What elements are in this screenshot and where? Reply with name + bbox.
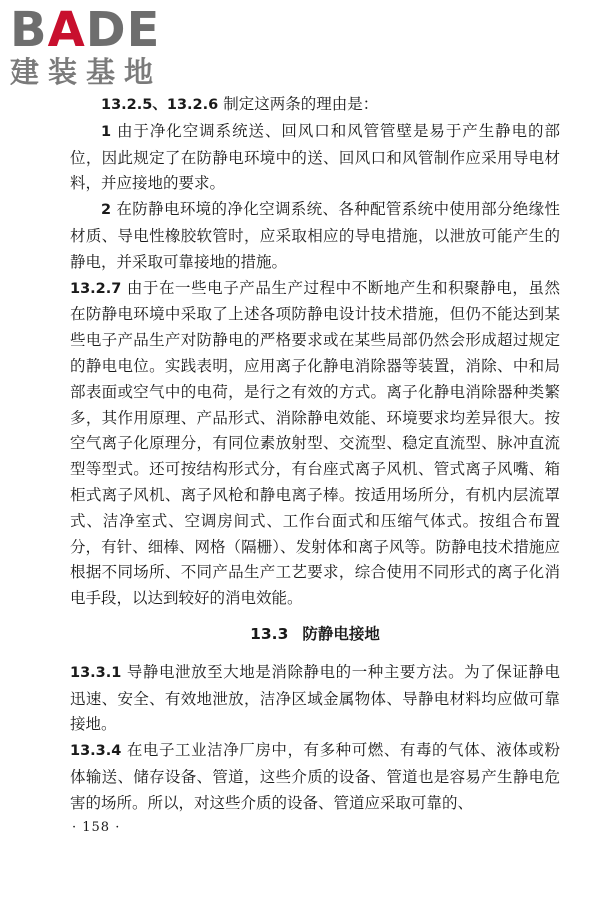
paragraph-13-3-4 [70,738,560,816]
document-body [70,92,560,817]
bade-logo [10,4,180,90]
section-number: 13.3 [250,624,289,643]
paragraph-text: 由于净化空调系统送、回风口和风管管壁是易于产生静电的部位，因此规定了在防静电环境中的送、回风口和风管制作应采用导电材料，并应接地的要求。 [70,121,560,193]
paragraph-13-2-7 [70,276,560,612]
paragraph-13-2-5 [70,92,560,119]
list-item-1 [70,119,560,197]
section-heading [70,622,560,648]
item-number: 1 [101,123,112,140]
logo-wordmark [10,4,160,56]
logo-letters-2: DE [85,2,161,58]
logo-letters-1: B [10,2,48,58]
paragraph-text: 导静电泄放至大地是消除静电的一种主要方法。为了保证静电迅速、安全、有效地泄放，洁净区域金属物体、导静电材料均应做可靠接地。 [70,662,560,734]
paragraph-text: 制定这两条的理由是： [223,95,379,113]
paragraph-text: 在电子工业洁净厂房中，有多种可燃、有毒的气体、液体或粉体输送、储存设备、管道，这些介质的设备、管道也是容易产生静电危害的场所。所以，对这些介质的设备、管道应采取可靠的、 [70,741,560,812]
logo-chinese-text: 建装基地 [10,55,163,89]
section-title: 防静电接地 [302,624,380,643]
clause-number: 13.3.1 [70,664,122,681]
clause-number: 13.2.5、13.2.6 [101,97,219,113]
paragraph-13-3-1 [70,660,560,738]
paragraph-text: 在防静电环境的净化空调系统、各种配管系统中使用部分绝缘性材质、导电性橡胶软管时，应采取相应的导电措施，以泄放可能产生的静电，并采取可靠接地的措施。 [70,200,560,271]
page-number: · 158 · [72,820,121,835]
logo-accent-letter: A [47,2,86,58]
clause-number: 13.2.7 [70,280,122,297]
item-number: 2 [101,202,112,219]
paragraph-text: 由于在一些电子产品生产过程中不断地产生和积聚静电，虽然在防静电环境中采取了上述各项防静电设计技术措施，但仍不能达到某些电子产品生产对防静电的严格要求或在某些局部仍然会形成超过规定的静电电位。实践表明，应用离子化静电消除器等装置，消除、中和局部表面或空气中的电荷，是行之有效的方式。离子化静电消除器种类繁多，其作用原理、产品形式、消除静电效能、环境要求均差异很大。按空气离子化原理分，有同位素放射型、交流型、稳定直流型、脉冲直流型等型式。还可按结构形式分，有台座式离子风机、管式离子风嘴、箱柜式离子风机、离子风枪和静电离子棒。按适用场所分，有机内层流罩式、洁净室式、空调房间式、工作台面式和压缩气体式。按组合布置分，有针、细棒、网格（隔栅）、发射体和离子风等。防静电技术措施应根据不同场所、不同产品生产工艺要求，综合使用不同形式的离子化消电手段，以达到较好的消电效能。 [70,278,560,608]
list-item-2 [70,197,560,275]
clause-number: 13.3.4 [70,743,122,760]
